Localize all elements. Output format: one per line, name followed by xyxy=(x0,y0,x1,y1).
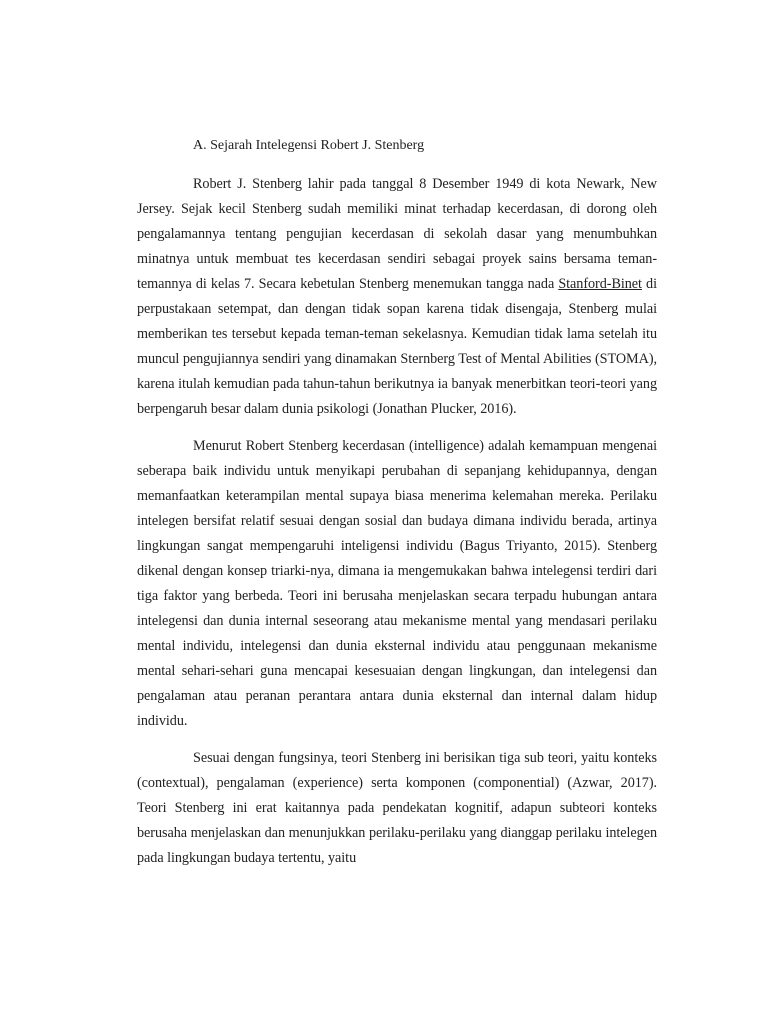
paragraph-2: Menurut Robert Stenberg kecerdasan (intelligence) adalah kemampuan mengenai seberapa baik individu untuk menyikapi perubahan di sepanjang kehidupannya, dengan memanfaatkan keterampilan mental supaya biasa menerima kelemahan mereka. Perilaku intelegen bersifat relatif sesuai dengan sosial dan budaya dimana individu berada, artinya lingkungan sangat mempengaruhi inteligensi individu (Bagus Triyanto, 2015). Stenberg dikenal dengan konsep triarki-nya, dimana ia mengemukakan bahwa intelegensi terdiri dari tiga faktor yang berbeda. Teori ini berusaha menjelaskan secara terpadu hubungan antara intelegensi dan dunia internal seseorang atau mekanisme mental yang mendasari perilaku mental individu, intelegensi dan dunia eksternal individu atau penggunaan mekanisme mental sehari-sehari guna mencapai kesesuaian dengan lingkungan, dan intelegensi dan pengalaman atau peranan perantara antara dunia eksternal dan internal dalam hidup individu. xyxy=(137,438,657,729)
paragraph-1 xyxy=(137,172,657,422)
paragraph-3: Sesuai dengan fungsinya, teori Stenberg ini berisikan tiga sub teori, yaitu konteks (contextual), pengalaman (experience) serta komponen (componential) (Azwar, 2017). Teori Stenberg ini erat kaitannya pada pendekatan kognitif, adapun subteori konteks berusaha menjelaskan dan menunjukkan perilaku-perilaku yang dianggap perilaku intelegen pada lingkungan budaya tertentu, yaitu xyxy=(137,750,657,866)
paragraph-1-text-start: Robert J. Stenberg lahir pada tanggal 8 Desember 1949 di kota Newark, New Jersey. Sejak kecil Stenberg sudah memiliki minat terhadap kecerdasan, di dorong oleh pengalamannya tentang pengujian kecerdasan di sekolah dasar yang menumbuhkan minatnya untuk membuat tes kecerdasan sendiri sebagai proyek sains bersama teman-temannya di kelas 7. Secara kebetulan Stenberg menemukan tangga nada xyxy=(137,176,657,292)
paragraph-1-text-end: di perpustakaan setempat, dan dengan tidak sopan karena tidak disengaja, Stenberg mulai memberikan tes tersebut kepada teman-teman sekelasnya. Kemudian tidak lama setelah itu muncul pengujiannya sendiri yang dinamakan Sternberg Test of Mental Abilities (STOMA), karena itulah kemudian pada tahun-tahun berikutnya ia banyak menerbitkan teori-teori yang berpengaruh besar dalam dunia psikologi (Jonathan Plucker, 2016). xyxy=(137,276,657,417)
stanford-binet-link[interactable]: Stanford-Binet xyxy=(558,276,642,292)
section-heading: A. Sejarah Intelegensi Robert J. Stenberg xyxy=(193,138,425,153)
document-page xyxy=(137,136,657,883)
